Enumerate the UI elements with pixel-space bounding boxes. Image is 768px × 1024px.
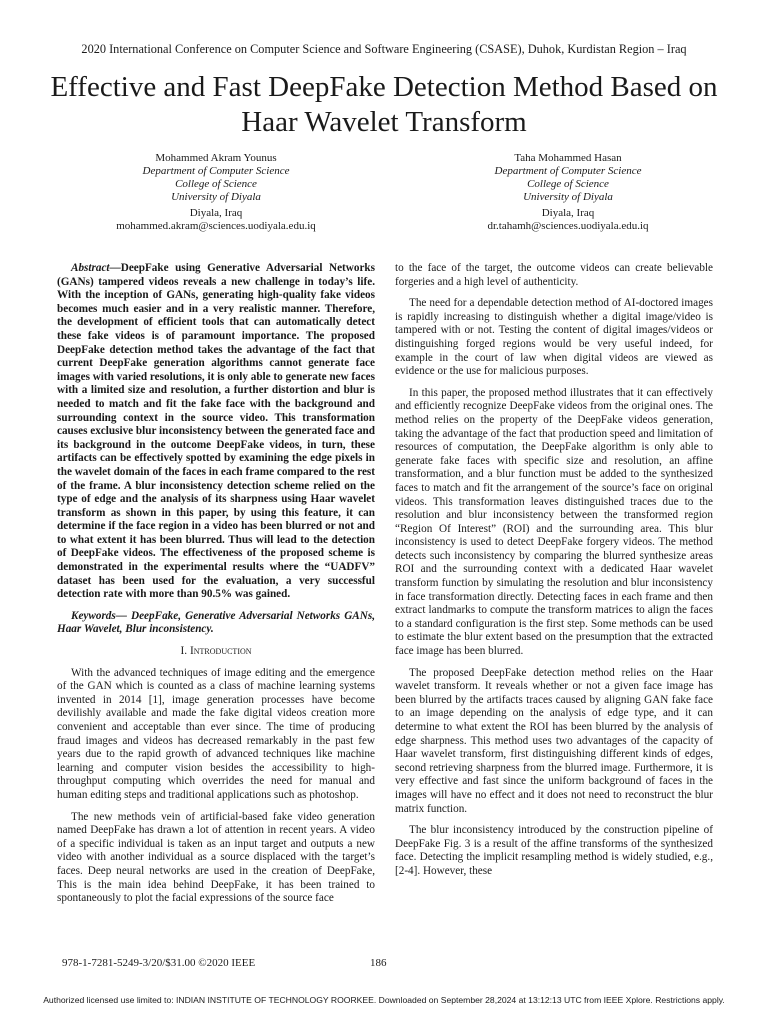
footer-isbn: 978-1-7281-5249-3/20/$31.00 ©2020 IEEE bbox=[62, 957, 256, 969]
license-notice: Authorized licensed use limited to: INDIAN INSTITUTE OF TECHNOLOGY ROORKEE. Downloaded on September 28,2024 at 13:12:13 UTC from IEEE Xplore. Restrictions apply. bbox=[43, 995, 725, 1005]
author-email: dr.tahamh@sciences.uodiyala.edu.iq bbox=[487, 220, 649, 232]
abstract bbox=[57, 262, 375, 602]
section-heading-introduction bbox=[57, 645, 375, 659]
body-paragraph: The proposed DeepFake detection method relies on the Haar wavelet transform. It reveals whether or not a given face image has been blurred by the artifacts traces caused by aligning GAN fake face to an image depending on the analysis of edge type, and it can determine to what extent the ROI has been blurred by the analysis of edge sharpness. This method uses two advantages of the capacity of Haar wavelet transform, first distinguishing different kinds of edges, second retrieving sharpness from the blurred image. Furthermore, it is very effective and fast since the uniform background of faces in the images will have no effect and it does not need to reconstruct the blur matrix function. bbox=[395, 666, 713, 815]
conference-header: 2020 International Conference on Computer Science and Software Engineering (CSASE), Duhok, Kurdistan Region – Iraq bbox=[81, 42, 687, 56]
abstract-label: Abstract bbox=[71, 262, 110, 274]
keywords: Keywords— DeepFake, Generative Adversarial Networks GANs, Haar Wavelet, Blur inconsistency. bbox=[57, 609, 375, 636]
right-column bbox=[395, 262, 713, 887]
author-location: Diyala, Iraq bbox=[541, 207, 595, 219]
body-paragraph: With the advanced techniques of image editing and the emergence of the GAN which is counted as a class of machine learning systems invented in 2014 [1], image generation processes have become devilishly available and made the fake digital videos creation more convenient and acceptable than ever since. The time of producing fraud images and videos has decreased remarkably in the past few years due to the rapid growth of advanced techniques like machine learning and computer vision besides the accessibility to high-throughput computing which overrides the need for manual and human editing steps and traditional applications such as photoshop. bbox=[57, 666, 375, 801]
author-department: Department of Computer Science bbox=[494, 165, 642, 177]
author-university: University of Diyala bbox=[523, 191, 613, 203]
body-paragraph: In this paper, the proposed method illustrates that it can effectively and efficiently recognize DeepFake videos from the original ones. The method relies on the property of the DeepFake videos generation, taking the advantage of the fact that production speed and limitation of resources of computation, the DeepFake algorithm is only able to generate fake faces with specific size and resolution, an affine transformation, and a blur function must be added to the synthesized faces to match and fit the arrangement of the source’s face on original videos. This transformation leaves distinguished traces due to the resolution and blur inconsistency between the transformed region “Region Of Interest” (ROI) and the surrounding area. This blur inconsistency is used to detect DeepFake forgery videos. The method detects such inconsistency by comparing the blurred synthesize areas ROI and the surrounding context with a dedicated Haar wavelet transform function by simulating the resolution and blur inconsistency in face transformation directly. Detecting faces in each frame and then extract landmarks to compute the transform matrices to align the faces to a standard configuration is the first step. Some methods can be used to estimate the blur extent based on the presumption that the extracted face image has been blurred. bbox=[395, 386, 713, 658]
author-email: mohammed.akram@sciences.uodiyala.edu.iq bbox=[116, 220, 316, 232]
author-college: College of Science bbox=[175, 178, 257, 190]
abstract-text: —DeepFake using Generative Adversarial Networks (GANs) tampered videos reveals a new challenge in today’s life. With the inception of GANs, generating high-quality fake videos becomes much easier and in a very realistic manner. Therefore, the development of efficient tools that can automatically detect these fake videos is of paramount importance. The proposed DeepFake detection method takes the advantage of the fact that current DeepFake generation algorithms cannot generate face images with varied resolutions, it is only able to generate new faces with a limited size and resolution, a further distortion and blur is needed to match and fit the fake face with the background and surrounding context in the source video. This transformation causes exclusive blur inconsistency between the generated face and its background in the outcome DeepFake videos, in turn, these artifacts can be effectively spotted by examining the edge pixels in the wavelet domain of the faces in each frame compared to the rest of the frame. A blur inconsistency detection scheme relied on the type of edge and the analysis of its sharpness using Haar wavelet transform as shown in this paper, by using this feature, it can determine if the face region in a video has been blurred or not and to what extent it has been blurred. Thus will lead to the detection of DeepFake videos. The effectiveness of the proposed scheme is demonstrated in the experimental results where the “UADFV” dataset has been used for the evaluation, a very successful detection rate with more than 90.5% was gained. bbox=[57, 262, 375, 601]
section-title: Introduction bbox=[189, 645, 252, 658]
left-column bbox=[57, 262, 375, 914]
author-name: Mohammed Akram Younus bbox=[155, 152, 277, 164]
author-block-1 bbox=[66, 152, 366, 233]
body-paragraph: The blur inconsistency introduced by the construction pipeline of DeepFake Fig. 3 is a result of the affine transforms of the synthesized face. Detecting the implicit resampling method is widely studied, e.g., [2-4]. However, these bbox=[395, 824, 713, 877]
body-paragraph: to the face of the target, the outcome videos can create believable forgeries and a high level of authenticity. bbox=[395, 262, 713, 288]
author-college: College of Science bbox=[527, 178, 609, 190]
author-department: Department of Computer Science bbox=[142, 165, 290, 177]
section-number: I. bbox=[180, 645, 188, 658]
body-paragraph: The need for a dependable detection method of AI-doctored images is rapidly increasing to distinguish whether a digital image/video is tampered with or not. Testing the content of digital images/videos or distinguishing forged regions would be very useful indeed, for example in the court of law when digital videos are viewed as evidence or the use for malicious purposes. bbox=[395, 297, 713, 378]
author-name: Taha Mohammed Hasan bbox=[514, 152, 622, 164]
author-university: University of Diyala bbox=[171, 191, 261, 203]
body-paragraph: The new methods vein of artificial-based fake video generation named DeepFake has drawn a lot of attention in recent years. A video of a specific individual is taken as an input target and outputs a new video with another individual as a source displaced with the target’s faces. Deep neural networks are used in the creation of DeepFake, This is the main idea behind DeepFake, it has been trained to spontaneously to plot the facial expressions of the source face bbox=[57, 810, 375, 905]
author-block-2 bbox=[418, 152, 718, 233]
page-number: 186 bbox=[370, 957, 387, 969]
author-location: Diyala, Iraq bbox=[189, 207, 243, 219]
paper-title: Effective and Fast DeepFake Detection Method Based on Haar Wavelet Transform bbox=[50, 71, 718, 138]
